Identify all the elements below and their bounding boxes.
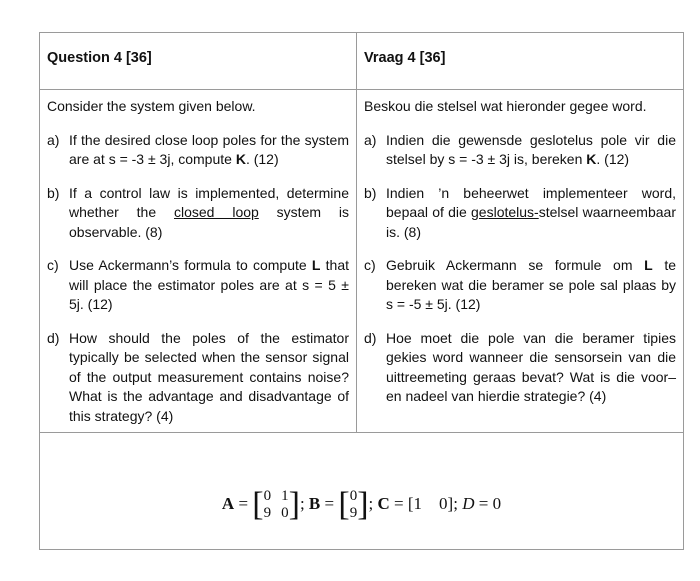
equals-sign: = [324, 493, 335, 513]
matrix-b [338, 488, 368, 522]
matrix-entry: 0 [349, 488, 358, 504]
equals-sign: = [238, 493, 249, 513]
matrix-a [252, 488, 300, 522]
column-divider [356, 33, 357, 433]
text-post: stelsel waarneembaar is. (8) [386, 204, 676, 240]
d-value: 0 [492, 493, 502, 513]
matrix-a-entries [264, 488, 289, 522]
text-pre: Gebruik Ackermann se formule om [386, 257, 645, 273]
matrix-entry: 0 [281, 505, 289, 521]
part-label: d) [47, 329, 60, 346]
text-post: . (12) [245, 151, 279, 167]
separator: ; [453, 493, 458, 513]
question-table [39, 32, 684, 550]
matrix-c: [1 0] [407, 493, 454, 513]
left-bracket: [ [252, 486, 264, 523]
bold-symbol: L [311, 257, 321, 273]
intro-en: Consider the system given below. [47, 98, 256, 114]
matrix-entry: 0 [263, 488, 272, 504]
english-column [47, 97, 349, 440]
matrix-entry: 9 [349, 505, 358, 521]
underlined-text: closed loop [174, 204, 259, 220]
part-a-en [47, 131, 349, 170]
text-post: . (12) [596, 151, 630, 167]
part-text: How should the poles of the estimator typically be selected when the sensor signal of the output measurement contains noise? What is the advantage and disadvantage of this strategy? (4) [69, 329, 349, 424]
part-c-en [47, 256, 349, 315]
equals-sign: = [478, 493, 489, 513]
part-d-af [364, 329, 676, 407]
part-label: a) [47, 131, 60, 148]
part-label: b) [47, 184, 60, 201]
part-text [386, 131, 676, 170]
part-label: d) [364, 329, 377, 346]
text-pre: If the desired close loop poles for the system are at s = -3 ± 3j, compute [69, 131, 349, 167]
part-text: Hoe moet die pole van die beramer tipies gekies word wanneer die sensorsein van die uittreemeting geraas bevat? Wat is die voor– en nadeel van hierdie strategie? (4) [386, 329, 676, 404]
question-title-en: Question 4 [36] [47, 50, 152, 66]
text-pre: Indien die gewensde geslotelus pole vir die stelsel by s = -3 ± 3j is, bereken [386, 131, 676, 167]
separator: ; [368, 493, 374, 513]
matrix-a-label: A [221, 493, 235, 513]
matrix-entry: 1 [413, 493, 423, 513]
matrix-entry: 1 [281, 488, 289, 504]
part-text [69, 131, 349, 170]
right-bracket: ] [288, 486, 300, 523]
part-b-af [364, 184, 676, 243]
left-bracket: [ [338, 486, 350, 523]
question-title-af: Vraag 4 [36] [364, 50, 446, 66]
text-post: te bereken wat die beramer se pole sal plaas by s = -5 ± 5j. (12) [386, 257, 676, 312]
text-post: that will place the estimator poles are at s = 5 ± 5j. (12) [69, 257, 349, 312]
d-label: D [462, 493, 475, 513]
matrix-entry: 9 [263, 505, 272, 521]
equals-sign: = [394, 493, 404, 513]
part-label: c) [364, 257, 376, 273]
matrix-entry: 0 [439, 493, 448, 513]
afrikaans-column [364, 97, 676, 421]
text-pre: If a control law is implemented, determine whether the [69, 184, 349, 220]
matrix-b-entries [350, 488, 358, 522]
matrix-b-label: B [308, 493, 321, 513]
intro-af: Beskou die stelsel wat hieronder gegee word. [364, 98, 647, 114]
separator: ; [299, 493, 305, 513]
text-post: system is observable. (8) [69, 204, 349, 240]
part-text [386, 184, 676, 243]
right-bracket: ] [357, 486, 369, 523]
part-label: b) [364, 184, 377, 201]
part-text [386, 256, 676, 315]
part-text [69, 184, 349, 243]
bold-symbol: K [586, 151, 597, 167]
part-a-af [364, 131, 676, 170]
bold-symbol: K [235, 151, 246, 167]
text-pre: Indien ’n beheerwet implementeer word, bepaal of die [386, 184, 676, 220]
bold-symbol: L [644, 257, 653, 273]
system-equation [40, 488, 683, 522]
part-text [69, 256, 349, 315]
part-d-en [47, 329, 349, 427]
text-pre: Use Ackermann’s formula to compute [69, 257, 312, 273]
matrix-c-label: C [377, 493, 390, 513]
part-label: c) [47, 257, 59, 273]
underlined-text: geslotelus- [471, 204, 539, 220]
part-b-en [47, 184, 349, 243]
part-c-af [364, 256, 676, 315]
part-label: a) [364, 131, 377, 148]
